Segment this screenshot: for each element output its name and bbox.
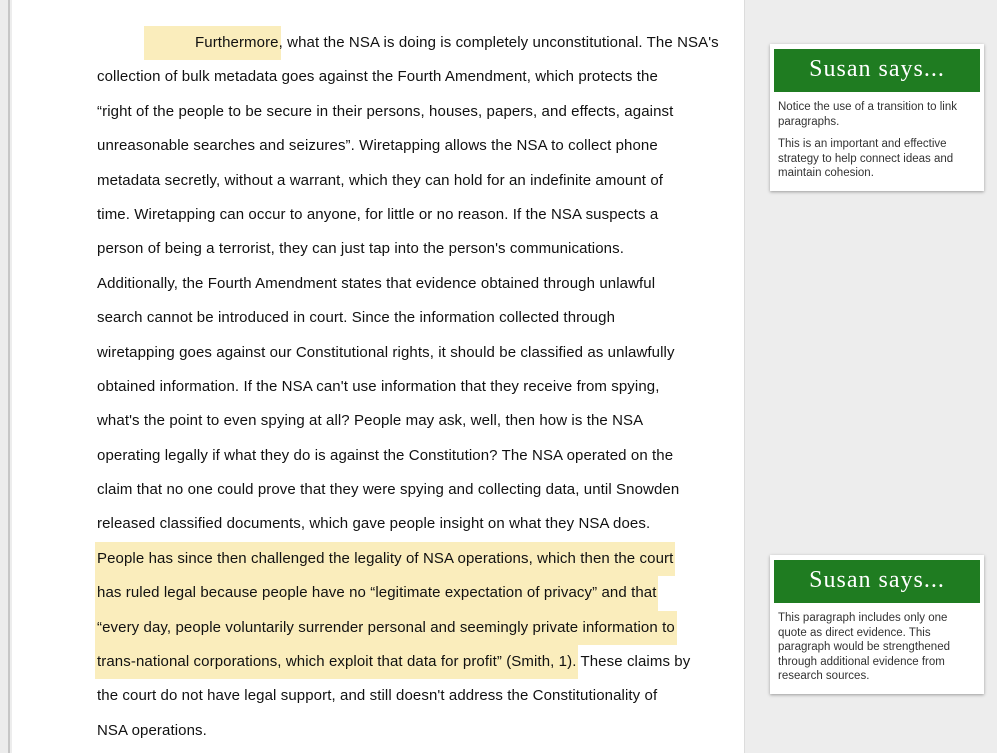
document-line <box>97 679 687 713</box>
highlighted-text[interactable]: trans-national corporations, which exploit that data for profit” (Smith, 1). <box>95 645 578 679</box>
document-line <box>97 576 687 610</box>
comment-title: Susan says... <box>809 56 945 82</box>
document-text-segment: “right of the people to be secure in their persons, houses, papers, and effects, against <box>97 102 674 120</box>
document-line <box>97 267 687 301</box>
document-line <box>97 232 687 266</box>
comment-title: Susan says... <box>809 567 945 593</box>
document-page <box>12 0 745 753</box>
document-line <box>97 129 687 163</box>
comment-paragraph: This paragraph includes only one quote as direct evidence. This paragraph would be strengthened through additional evidence from research sources. <box>778 612 950 682</box>
document-line <box>97 164 687 198</box>
document-text-segment: NSA operations. <box>97 721 207 739</box>
document-text-segment: search cannot be introduced in court. Since the information collected through <box>97 309 616 327</box>
document-text-segment: obtained information. If the NSA can't use information that they receive from spying, <box>97 377 660 395</box>
document-text-segment: wiretapping goes against our Constitutional rights, it should be classified as unlawfully <box>97 343 675 361</box>
window-left-gutter <box>0 0 10 753</box>
document-line <box>97 370 687 404</box>
comment-paragraph: This is an important and effective strategy to help connect ideas and maintain cohesion. <box>778 138 954 179</box>
comment-card[interactable] <box>770 44 984 191</box>
document-text-segment: Additionally, the Fourth Amendment states that evidence obtained through unlawful <box>97 274 656 292</box>
document-line <box>97 26 719 60</box>
highlighted-text[interactable]: Furthermore <box>144 26 281 60</box>
document-line <box>97 542 687 576</box>
document-text-segment: operating legally if what they do is against the Constitution? The NSA operated on the <box>97 446 674 464</box>
document-text-segment: unreasonable searches and seizures”. Wiretapping allows the NSA to collect phone <box>97 137 658 155</box>
document-line <box>97 336 687 370</box>
document-text <box>97 26 719 748</box>
highlighted-text[interactable]: has ruled legal because people have no “legitimate expectation of privacy” and that <box>95 576 658 610</box>
document-line <box>97 611 687 645</box>
comment-header <box>774 560 980 603</box>
document-text-segment: , what the NSA is doing is completely unconstitutional. The NSA's <box>278 34 719 51</box>
highlighted-text[interactable]: “every day, people voluntarily surrender personal and seemingly private information to <box>95 611 677 645</box>
document-line <box>97 95 687 129</box>
document-line <box>97 60 687 94</box>
document-line <box>97 301 687 335</box>
document-text-segment: metadata secretly, without a warrant, which they can hold for an indefinite amount of <box>97 171 664 189</box>
document-text-segment: person of being a terrorist, they can just tap into the person's communications. <box>97 240 624 258</box>
document-line <box>97 645 691 679</box>
document-line <box>97 473 687 507</box>
document-text-segment: These claims by <box>576 653 691 671</box>
comment-paragraph: Notice the use of a transition to link paragraphs. <box>778 101 957 128</box>
document-line <box>97 714 687 748</box>
document-text-segment: time. Wiretapping can occur to anyone, for little or no reason. If the NSA suspects a <box>97 205 659 223</box>
comment-header <box>774 49 980 92</box>
document-line <box>97 198 687 232</box>
document-line <box>97 507 687 541</box>
comment-body <box>774 603 980 684</box>
document-text-segment: collection of bulk metadata goes against the Fourth Amendment, which protects the <box>97 68 658 86</box>
document-text-segment: claim that no one could prove that they were spying and collecting data, until Snowden <box>97 481 680 499</box>
document-text-segment: what's the point to even spying at all? People may ask, well, then how is the NSA <box>97 412 644 430</box>
document-text-segment: released classified documents, which gave people insight on what they NSA does. <box>97 515 651 533</box>
comment-body <box>774 92 980 181</box>
document-line <box>97 439 687 473</box>
document-text-segment: the court do not have legal support, and still doesn't address the Constitutionality of <box>97 687 658 705</box>
highlighted-text[interactable]: People has since then challenged the legality of NSA operations, which then the court <box>95 542 675 576</box>
comment-card[interactable] <box>770 555 984 694</box>
document-line <box>97 404 687 438</box>
